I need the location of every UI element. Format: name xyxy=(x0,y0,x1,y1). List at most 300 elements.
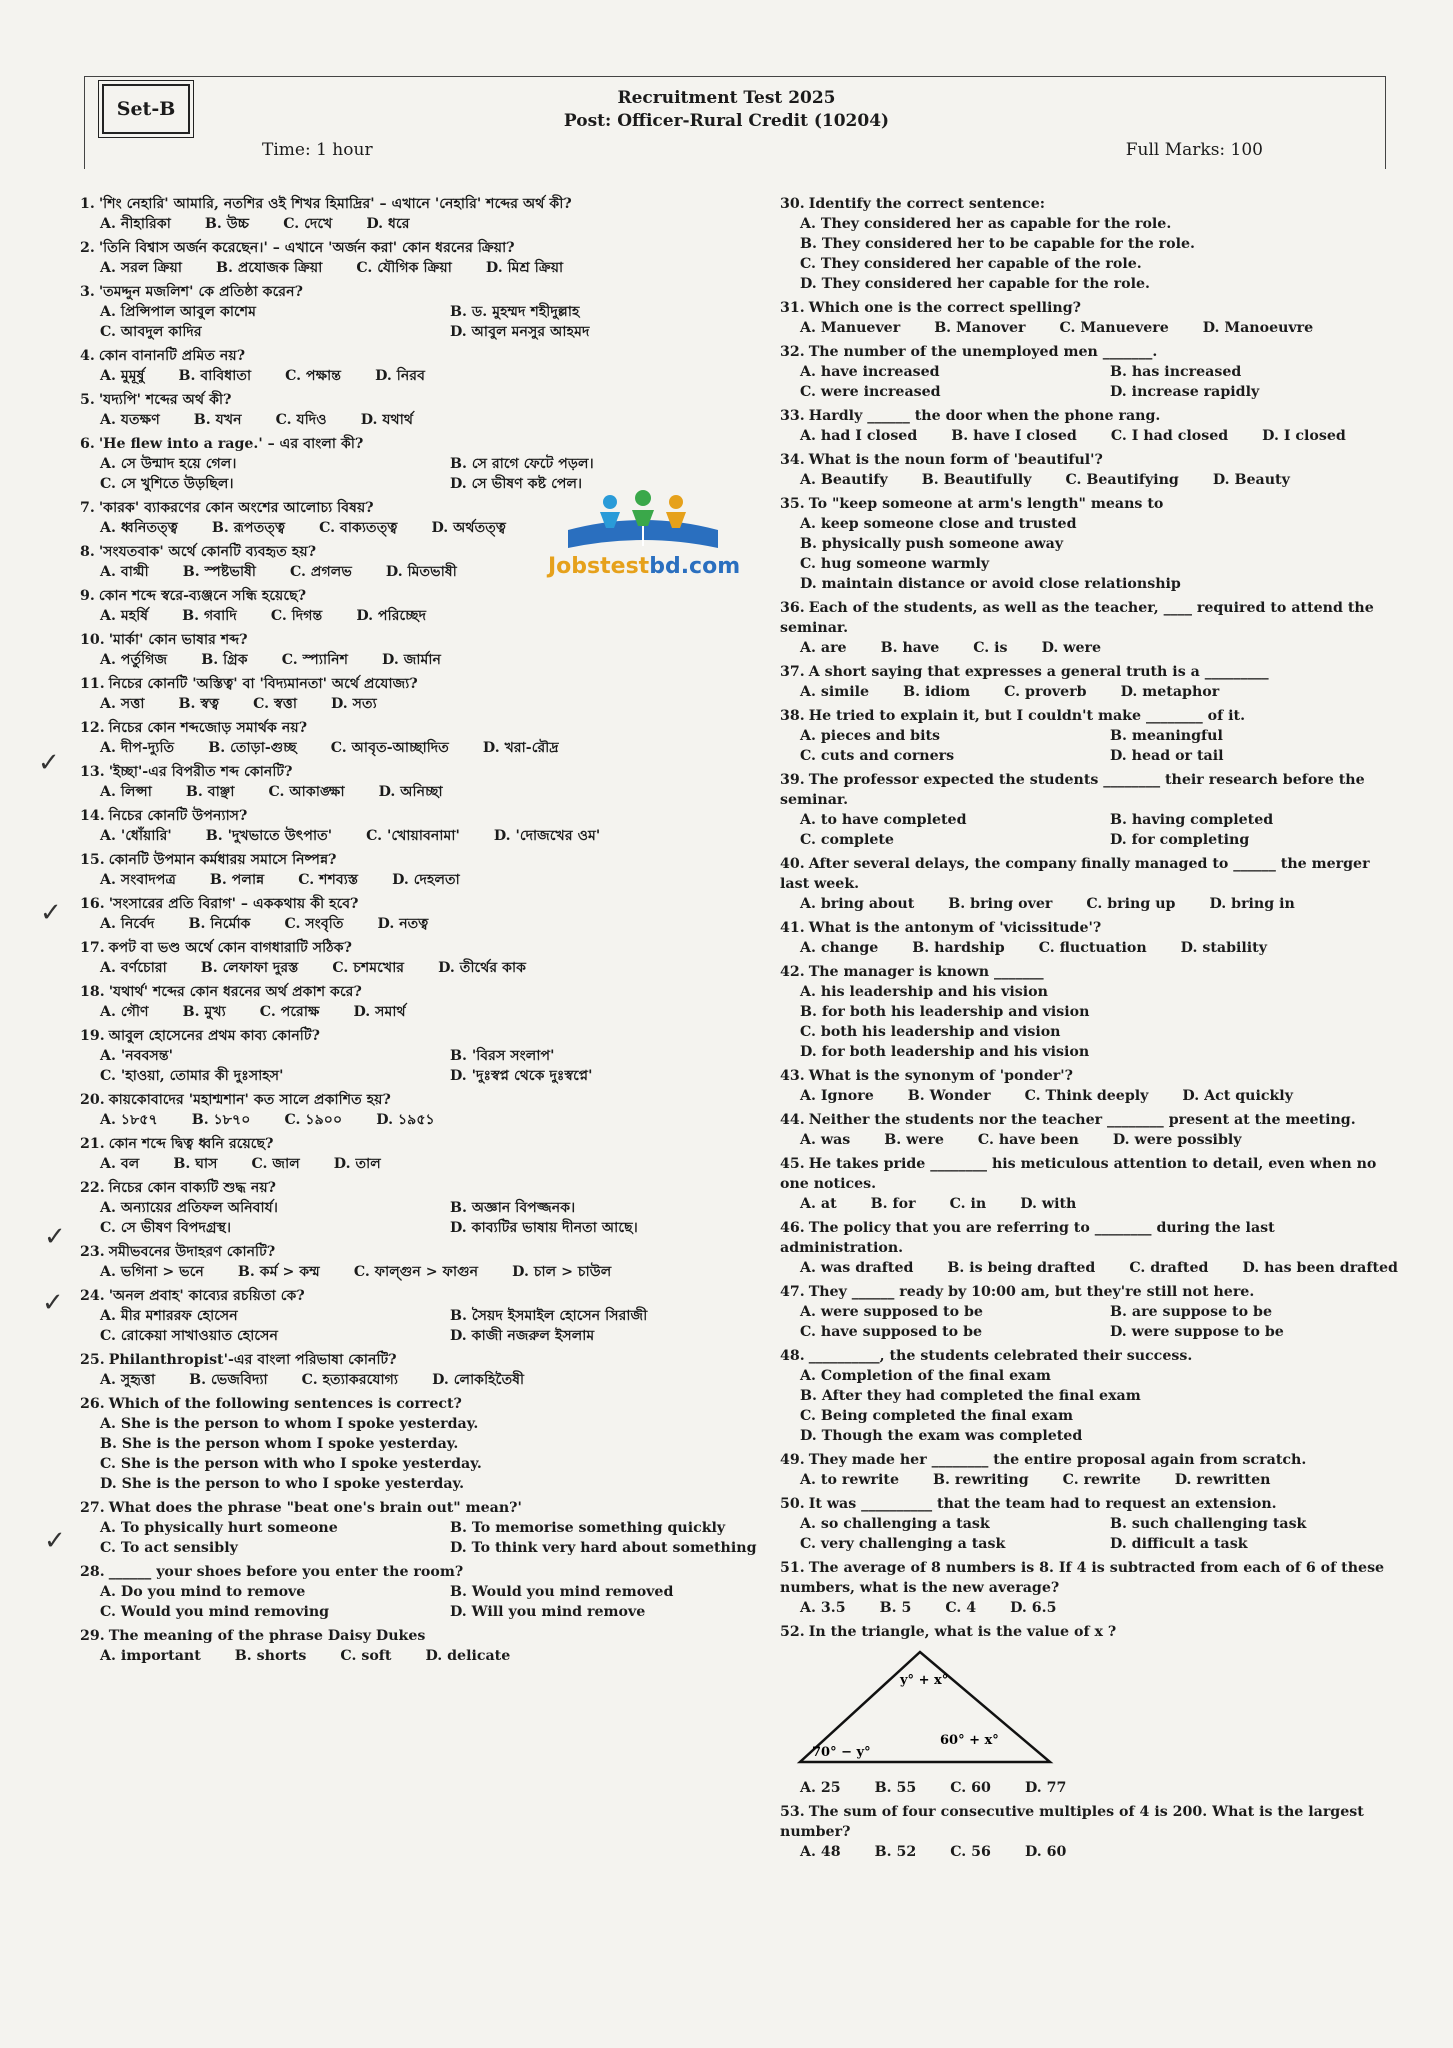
option-b: B. 'বিরস সংলাপ' xyxy=(450,1048,555,1064)
question-text: ______ your shoes before you enter the room? xyxy=(108,1564,464,1580)
option-b: B. যখন xyxy=(193,412,242,428)
question-text: কোন শব্দে দ্বিত্ব ধ্বনি রয়েছে? xyxy=(108,1136,274,1152)
option-b: B. নির্মোক xyxy=(188,916,251,932)
option-a: A. To physically hurt someone xyxy=(100,1520,338,1536)
option-d: D. 6.5 xyxy=(1010,1600,1057,1616)
option-b: B. for xyxy=(870,1196,916,1212)
option-a: A. 48 xyxy=(800,1844,841,1860)
question-text: Which of the following sentences is correct? xyxy=(108,1396,462,1412)
option-b: B. কর্ম > কম্ম xyxy=(237,1264,320,1280)
option-list xyxy=(780,1194,1400,1214)
question-number: 46. xyxy=(780,1220,805,1236)
option-a: A. নির্বেদ xyxy=(100,916,155,932)
question-stem xyxy=(780,662,1400,682)
question-48 xyxy=(780,1346,1400,1446)
option-d: D. They considered her capable for the role. xyxy=(800,276,1150,292)
question-number: 48. xyxy=(780,1348,805,1364)
question-number: 6. xyxy=(80,436,95,452)
option-d: D. যথার্থ xyxy=(360,412,414,428)
question-text: Which one is the correct spelling? xyxy=(808,300,1081,316)
option-d: D. খরা-রৌদ্র xyxy=(482,740,559,756)
question-text: 'শিং নেহারি' আমারি, নতশির ওই শিখর হিমাদ্রির' – এখানে 'নেহারি' শব্দের অর্থ কী? xyxy=(98,196,572,212)
question-stem xyxy=(780,1110,1400,1130)
option-a: A. দীপ-দ্যুতি xyxy=(100,740,175,756)
question-number: 13. xyxy=(80,764,105,780)
option-a: A. were supposed to be xyxy=(800,1304,983,1320)
question-text: 'সংসারের প্রতি বিরাগ' – এককথায় কী হবে? xyxy=(108,896,359,912)
option-a: A. so challenging a task xyxy=(800,1516,990,1532)
option-d: D. তীর্থের কাক xyxy=(438,960,527,976)
option-b: B. 'দুখভাতে উৎপাত' xyxy=(205,828,333,844)
option-a: A. লিপ্সা xyxy=(100,784,152,800)
option-a: A. ধ্বনিতত্ত্ব xyxy=(100,520,178,536)
question-stem xyxy=(80,1178,780,1198)
question-31 xyxy=(780,298,1400,338)
question-27 xyxy=(80,1498,780,1558)
option-c: C. সে ভীষণ বিপদগ্রস্থ। xyxy=(100,1220,232,1236)
question-text: আবুল হোসেনের প্রথম কাব্য কোনটি? xyxy=(108,1028,320,1044)
question-number: 29. xyxy=(80,1628,105,1644)
question-number: 19. xyxy=(80,1028,105,1044)
option-d: D. ধরে xyxy=(366,216,410,232)
option-b: B. has increased xyxy=(1110,364,1242,380)
option-b: B. সৈয়দ ইসমাইল হোসেন সিরাজী xyxy=(450,1308,648,1324)
question-text: নিচের কোনটি উপন্যাস? xyxy=(108,808,248,824)
option-list xyxy=(780,1842,1400,1862)
question-number: 31. xyxy=(780,300,805,316)
option-b: B. ভেজবিদ্যা xyxy=(189,1372,268,1388)
time-info: Time: 1 hour xyxy=(262,140,373,160)
question-3 xyxy=(80,282,780,342)
question-text: 'তিনি বিশ্বাস অর্জন করেছেন।' – এখানে 'অর্জন করা' কোন ধরনের ক্রিয়া? xyxy=(98,240,515,256)
option-d: D. difficult a task xyxy=(1110,1536,1248,1552)
question-number: 32. xyxy=(780,344,805,360)
option-list xyxy=(80,410,780,430)
question-16 xyxy=(80,894,780,934)
option-a: A. bring about xyxy=(800,896,915,912)
question-text: The policy that you are referring to ________ during the last administration. xyxy=(780,1220,1275,1256)
option-list xyxy=(780,1258,1400,1278)
option-d: D. bring in xyxy=(1209,896,1295,912)
option-b: B. 5 xyxy=(879,1600,912,1616)
question-35 xyxy=(780,494,1400,594)
option-a: A. was xyxy=(800,1132,851,1148)
option-list xyxy=(780,894,1400,914)
question-text: 'অনল প্রবাহ' কাব্যের রচয়িতা কে? xyxy=(108,1288,305,1304)
tick-mark: ✓ xyxy=(42,1288,64,1318)
option-d: D. সে ভীষণ কষ্ট পেল। xyxy=(450,476,583,492)
question-stem xyxy=(780,342,1400,362)
option-b: B. is being drafted xyxy=(947,1260,1096,1276)
option-d: D. সত্য xyxy=(330,696,377,712)
question-23 xyxy=(80,1242,780,1282)
question-number: 27. xyxy=(80,1500,105,1516)
option-b: B. গ্রিক xyxy=(201,652,248,668)
option-d: D. পরিচ্ছেদ xyxy=(356,608,427,624)
option-b: B. তোড়া-গুচ্ছ xyxy=(208,740,297,756)
question-number: 4. xyxy=(80,348,95,364)
question-stem xyxy=(80,1350,780,1370)
option-d: D. কাজী নজরুল ইসলাম xyxy=(450,1328,595,1344)
option-c: C. I had closed xyxy=(1110,428,1229,444)
question-36 xyxy=(780,598,1400,658)
option-list xyxy=(780,362,1400,402)
option-c: C. হত্যাকরযোগ্য xyxy=(301,1372,399,1388)
option-d: D. অনিচ্ছা xyxy=(378,784,443,800)
question-stem xyxy=(80,390,780,410)
option-b: B. shorts xyxy=(234,1648,307,1664)
question-number: 20. xyxy=(80,1092,105,1108)
question-number: 45. xyxy=(780,1156,805,1172)
option-list xyxy=(780,514,1400,594)
option-b: B. They considered her to be capable for the role. xyxy=(800,236,1195,252)
question-text: কোনটি উপমান কর্মধারয় সমাসে নিষ্পন্ন? xyxy=(108,852,337,868)
question-text: 'সংযতবাক' অর্থে কোনটি ব্যবহৃত হয়? xyxy=(98,544,317,560)
right-question-column xyxy=(780,194,1400,1866)
option-b: B. are suppose to be xyxy=(1110,1304,1272,1320)
option-list xyxy=(80,1002,780,1022)
option-c: C. Beautifying xyxy=(1065,472,1179,488)
question-text: কপট বা ভণ্ড অর্থে কোন বাগধারাটি সঠিক? xyxy=(108,940,352,956)
option-d: D. increase rapidly xyxy=(1110,384,1260,400)
question-number: 36. xyxy=(780,600,805,616)
option-list xyxy=(80,1306,780,1346)
question-17 xyxy=(80,938,780,978)
option-list xyxy=(780,726,1400,766)
option-c: C. আবৃত-আচ্ছাদিত xyxy=(330,740,449,756)
option-list xyxy=(780,1778,1400,1798)
option-list xyxy=(780,214,1400,294)
option-list xyxy=(780,810,1400,850)
question-number: 40. xyxy=(780,856,805,872)
option-c: C. bring up xyxy=(1086,896,1176,912)
question-50 xyxy=(780,1494,1400,1554)
question-stem xyxy=(780,598,1400,638)
option-d: D. metaphor xyxy=(1120,684,1220,700)
question-text: 'কারক' ব্যাকরণের কোন অংশের আলোচ্য বিষয়? xyxy=(98,500,374,516)
option-b: B. অজ্ঞান বিপজ্জনক। xyxy=(450,1200,576,1216)
question-42 xyxy=(780,962,1400,1062)
option-c: C. 60 xyxy=(950,1780,991,1796)
question-number: 10. xyxy=(80,632,105,648)
question-text: 'He flew into a rage.' – এর বাংলা কী? xyxy=(98,436,364,452)
option-d: D. Though the exam was completed xyxy=(800,1428,1083,1444)
option-a: A. keep someone close and trusted xyxy=(800,516,1077,532)
question-text: They ______ ready by 10:00 am, but they're still not here. xyxy=(808,1284,1255,1300)
question-stem xyxy=(780,918,1400,938)
option-d: D. 77 xyxy=(1024,1780,1067,1796)
question-text: কোন বানানটি প্রমিত নয়? xyxy=(98,348,246,364)
question-text: The number of the unemployed men _______. xyxy=(808,344,1158,360)
option-c: C. যদিও xyxy=(275,412,327,428)
question-9 xyxy=(80,586,780,626)
question-number: 33. xyxy=(780,408,805,424)
question-number: 35. xyxy=(780,496,805,512)
option-b: B. have I closed xyxy=(951,428,1077,444)
option-c: C. সে খুশিতে উড়ছিল। xyxy=(100,476,234,492)
option-list xyxy=(80,1046,780,1086)
question-text: What does the phrase "beat one's brain out" mean?' xyxy=(108,1500,522,1516)
question-stem xyxy=(780,1494,1400,1514)
option-c: C. পরোক্ষ xyxy=(259,1004,320,1020)
question-text: They made her ________ the entire proposal again from scratch. xyxy=(808,1452,1307,1468)
question-text: কোন শব্দে স্বরে-ব্যঞ্জনে সন্ধি হয়েছে? xyxy=(98,588,307,604)
option-list xyxy=(780,1086,1400,1106)
question-stem xyxy=(80,1626,780,1646)
question-stem xyxy=(80,194,780,214)
triangle-figure xyxy=(780,1642,1080,1772)
question-text: 'ইচ্ছা'-এর বিপরীত শব্দ কোনটি? xyxy=(108,764,293,780)
option-c: C. Think deeply xyxy=(1024,1088,1149,1104)
option-list xyxy=(80,1518,780,1558)
option-list xyxy=(80,1154,780,1174)
option-list xyxy=(780,1470,1400,1490)
question-18 xyxy=(80,982,780,1022)
option-a: A. মহর্ষি xyxy=(100,608,149,624)
question-stem xyxy=(80,806,780,826)
option-d: D. rewritten xyxy=(1174,1472,1271,1488)
question-number: 18. xyxy=(80,984,105,1000)
option-a: A. Beautify xyxy=(800,472,888,488)
option-b: B. Manover xyxy=(934,320,1026,336)
question-52 xyxy=(780,1622,1400,1798)
question-22 xyxy=(80,1178,780,1238)
option-list xyxy=(80,366,780,386)
option-d: D. head or tail xyxy=(1110,748,1224,764)
question-number: 41. xyxy=(780,920,805,936)
question-number: 15. xyxy=(80,852,105,868)
option-b: B. স্পষ্টভাষী xyxy=(182,564,256,580)
question-text: The meaning of the phrase Daisy Dukes xyxy=(108,1628,426,1644)
question-24 xyxy=(80,1286,780,1346)
option-d: D. delicate xyxy=(425,1648,511,1664)
option-list xyxy=(80,650,780,670)
option-b: B. idiom xyxy=(903,684,971,700)
option-b: B. having completed xyxy=(1110,812,1274,828)
option-a: A. to have completed xyxy=(800,812,967,828)
option-d: D. stability xyxy=(1180,940,1267,956)
option-a: A. 'ধোঁয়ারি' xyxy=(100,828,172,844)
question-stem xyxy=(780,1066,1400,1086)
question-5 xyxy=(80,390,780,430)
question-number: 1. xyxy=(80,196,95,212)
option-c: C. drafted xyxy=(1129,1260,1209,1276)
question-text: The average of 8 numbers is 8. If 4 is subtracted from each of 6 of these numbers, what is the new average? xyxy=(780,1560,1385,1596)
question-text: To "keep someone at arm's length" means to xyxy=(808,496,1164,512)
option-d: D. I closed xyxy=(1262,428,1346,444)
option-c: C. ফাল্গুন > ফাগুন xyxy=(353,1264,479,1280)
question-number: 52. xyxy=(780,1624,805,1640)
option-b: B. বাবিধাতা xyxy=(178,368,252,384)
question-stem xyxy=(780,494,1400,514)
question-28 xyxy=(80,1562,780,1622)
option-c: C. hug someone warmly xyxy=(800,556,990,572)
marks-info: Full Marks: 100 xyxy=(1125,140,1263,160)
question-number: 5. xyxy=(80,392,95,408)
question-stem xyxy=(780,1154,1400,1194)
option-d: D. with xyxy=(1020,1196,1077,1212)
question-stem xyxy=(780,1622,1400,1642)
question-stem xyxy=(80,894,780,914)
option-a: A. গৌণ xyxy=(100,1004,149,1020)
question-44 xyxy=(780,1110,1400,1150)
question-text: Identify the correct sentence: xyxy=(808,196,1045,212)
option-d: D. for both leadership and his vision xyxy=(800,1044,1090,1060)
option-a: A. সে উন্মাদ হয়ে গেল। xyxy=(100,456,237,472)
question-19 xyxy=(80,1026,780,1086)
option-c: C. 56 xyxy=(950,1844,991,1860)
option-b: B. সে রাগে ফেটে পড়ল। xyxy=(450,456,594,472)
option-list xyxy=(80,1582,780,1622)
option-a: A. বাগ্মী xyxy=(100,564,149,580)
question-text: __________, the students celebrated their success. xyxy=(808,1348,1193,1364)
question-stem xyxy=(80,630,780,650)
option-c: C. rewrite xyxy=(1062,1472,1141,1488)
post-title: Post: Officer-Rural Credit (10204) xyxy=(563,111,890,131)
option-b: B. ১৮৭০ xyxy=(191,1112,251,1128)
question-13 xyxy=(80,762,780,802)
option-c: C. রোকেয়া সাখাওয়াত হোসেন xyxy=(100,1328,278,1344)
tick-mark: ✓ xyxy=(44,1222,66,1252)
exam-title: Recruitment Test 2025 xyxy=(617,88,836,108)
question-stem xyxy=(780,1218,1400,1258)
option-list xyxy=(80,958,780,978)
question-stem xyxy=(80,938,780,958)
option-a: A. Do you mind to remove xyxy=(100,1584,306,1600)
option-c: C. বাক্যতত্ত্ব xyxy=(319,520,398,536)
option-b: B. bring over xyxy=(948,896,1053,912)
option-d: D. for completing xyxy=(1110,832,1250,848)
option-b: B. were xyxy=(884,1132,944,1148)
option-d: D. অর্থতত্ত্ব xyxy=(431,520,506,536)
people-book-icon xyxy=(548,490,738,554)
option-b: B. গবাদি xyxy=(182,608,237,624)
question-2 xyxy=(80,238,780,278)
question-49 xyxy=(780,1450,1400,1490)
question-text: সমীভবনের উদাহরণ কোনটি? xyxy=(108,1244,276,1260)
option-d: D. তাল xyxy=(333,1156,381,1172)
question-stem xyxy=(80,282,780,302)
option-c: C. আবদুল কাদির xyxy=(100,324,202,340)
option-c: C. were increased xyxy=(800,384,941,400)
option-d: D. আবুল মনসুর আহমদ xyxy=(450,324,590,340)
option-c: C. স্বত্তা xyxy=(253,696,297,712)
question-text: The manager is known _______ xyxy=(808,964,1044,980)
option-d: D. মিতভাষী xyxy=(385,564,457,580)
question-stem xyxy=(780,1558,1400,1598)
option-list xyxy=(780,470,1400,490)
question-stem xyxy=(780,1346,1400,1366)
question-14 xyxy=(80,806,780,846)
question-text: After several delays, the company finally managed to ______ the merger last week. xyxy=(780,856,1370,892)
option-b: B. Would you mind removed xyxy=(450,1584,674,1600)
option-a: A. his leadership and his vision xyxy=(800,984,1048,1000)
option-c: C. To act sensibly xyxy=(100,1540,238,1556)
option-list xyxy=(780,938,1400,958)
question-stem xyxy=(780,1282,1400,1302)
option-a: A. নীহারিকা xyxy=(100,216,171,232)
option-a: A. Manuever xyxy=(800,320,901,336)
option-b: B. স্বত্ব xyxy=(178,696,220,712)
question-text: নিচের কোনটি 'অস্তিত্ব' বা 'বিদ্যমানতা' অর্থে প্রযোজ্য? xyxy=(108,676,418,692)
option-c: C. 'হাওয়া, তোমার কী দুঃসাহস' xyxy=(100,1068,284,1084)
question-number: 3. xyxy=(80,284,95,300)
option-d: D. 'দুঃস্বপ্ন থেকে দুঃস্বপ্নে' xyxy=(450,1068,593,1084)
question-number: 26. xyxy=(80,1396,105,1412)
question-stem xyxy=(80,1026,780,1046)
question-number: 51. xyxy=(780,1560,805,1576)
question-text: The professor expected the students ________ their research before the seminar. xyxy=(780,772,1365,808)
option-c: C. দিগন্ত xyxy=(270,608,323,624)
option-d: D. were xyxy=(1041,640,1101,656)
option-a: A. অন্যায়ের প্রতিফল অনিবার্য। xyxy=(100,1200,278,1216)
question-number: 16. xyxy=(80,896,105,912)
question-number: 42. xyxy=(780,964,805,980)
question-stem xyxy=(780,450,1400,470)
option-d: D. দেহলতা xyxy=(392,872,460,888)
option-list xyxy=(80,1198,780,1238)
question-25 xyxy=(80,1350,780,1390)
option-c: C. পক্ষান্ত xyxy=(285,368,342,384)
question-30 xyxy=(780,194,1400,294)
option-list xyxy=(780,1130,1400,1150)
option-a: A. 25 xyxy=(800,1780,841,1796)
option-b: B. 55 xyxy=(874,1780,917,1796)
option-a: A. প্রিন্সিপাল আবুল কাশেম xyxy=(100,304,256,320)
option-b: B. After they had completed the final exam xyxy=(800,1388,1141,1404)
option-c: C. soft xyxy=(340,1648,392,1664)
question-stem xyxy=(780,770,1400,810)
question-text: 'যথার্থ' শব্দের কোন ধরনের অর্থ প্রকাশ করে? xyxy=(108,984,362,1000)
question-29 xyxy=(80,1626,780,1666)
option-list xyxy=(80,782,780,802)
option-list xyxy=(780,682,1400,702)
question-47 xyxy=(780,1282,1400,1342)
option-c: C. very challenging a task xyxy=(800,1536,1006,1552)
question-number: 28. xyxy=(80,1564,105,1580)
option-a: A. important xyxy=(100,1648,201,1664)
option-a: A. to rewrite xyxy=(800,1472,900,1488)
option-c: C. cuts and corners xyxy=(800,748,955,764)
question-stem xyxy=(80,1134,780,1154)
question-text: What is the synonym of 'ponder'? xyxy=(808,1068,1073,1084)
option-c: C. Manuevere xyxy=(1059,320,1169,336)
question-1 xyxy=(80,194,780,234)
question-text: He tried to explain it, but I couldn't make ________ of it. xyxy=(808,708,1246,724)
question-40 xyxy=(780,854,1400,914)
question-stem xyxy=(80,982,780,1002)
option-b: B. such challenging task xyxy=(1110,1516,1307,1532)
option-a: A. সরল ক্রিয়া xyxy=(100,260,182,276)
option-c: C. দেখে xyxy=(283,216,333,232)
question-text: What is the noun form of 'beautiful'? xyxy=(808,452,1103,468)
option-list xyxy=(80,738,780,758)
option-b: B. She is the person whom I spoke yesterday. xyxy=(100,1436,459,1452)
question-stem xyxy=(780,298,1400,318)
question-number: 21. xyxy=(80,1136,105,1152)
option-a: A. বল xyxy=(100,1156,140,1172)
option-b: B. physically push someone away xyxy=(800,536,1064,552)
question-text: 'মার্কা' কোন ভাষার শব্দ? xyxy=(108,632,248,648)
option-list xyxy=(80,1414,780,1494)
question-text: It was __________ that the team had to request an extension. xyxy=(808,1496,1277,1512)
option-a: A. বর্ণচোরা xyxy=(100,960,167,976)
question-53 xyxy=(780,1802,1400,1862)
option-a: A. had I closed xyxy=(800,428,918,444)
question-10 xyxy=(80,630,780,670)
question-34 xyxy=(780,450,1400,490)
option-c: C. যৌগিক ক্রিয়া xyxy=(356,260,452,276)
